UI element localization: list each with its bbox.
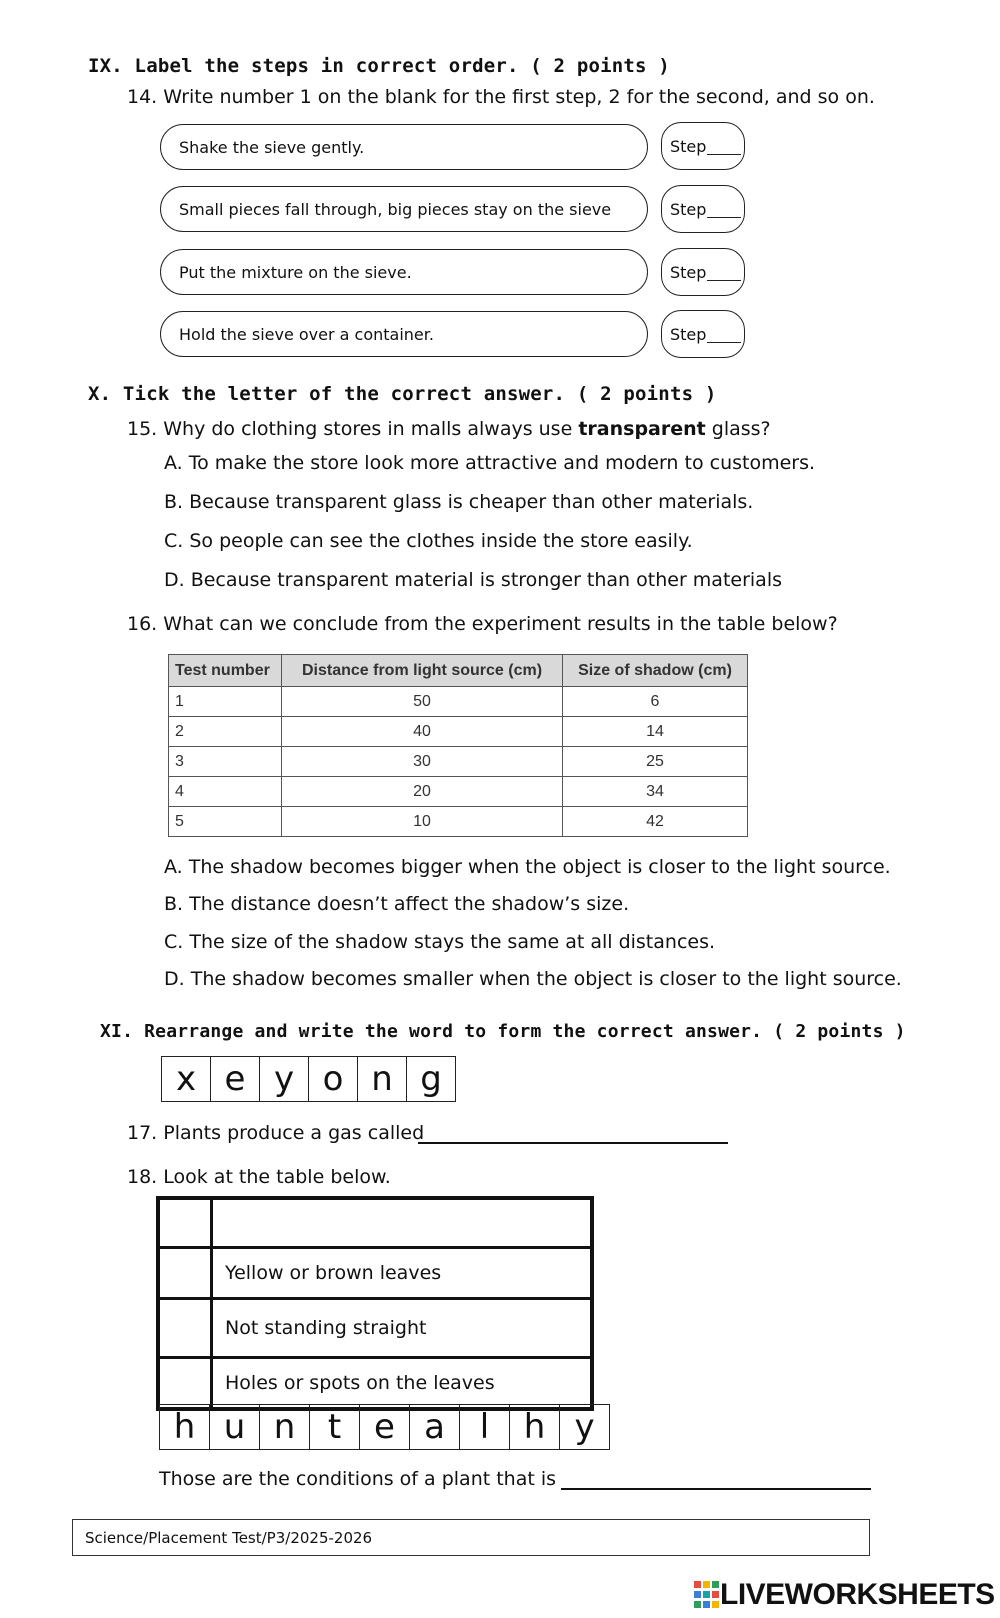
table-row <box>160 1200 590 1249</box>
question-15-prefix: 15. Why do clothing stores in malls always use <box>127 418 579 440</box>
table-row <box>169 687 748 717</box>
checkbox-cell <box>160 1200 213 1246</box>
letter-tile: l <box>460 1405 510 1449</box>
condition-text <box>213 1200 590 1246</box>
q15-option-d[interactable]: D. Because transparent material is stronger than other materials <box>164 569 783 591</box>
cell-shadow: 14 <box>563 717 748 747</box>
letter-tile: n <box>260 1405 310 1449</box>
cell-test: 3 <box>169 747 282 777</box>
cell-distance: 40 <box>282 717 563 747</box>
header-shadow-size: Size of shadow (cm) <box>563 655 748 687</box>
letter-tile: t <box>310 1405 360 1449</box>
cell-distance: 30 <box>282 747 563 777</box>
table-row <box>169 807 748 837</box>
condition-text: Not standing straight <box>225 1317 427 1339</box>
step-card-2: Small pieces fall through, big pieces stay on the sieve <box>160 186 648 232</box>
checkbox-cell <box>160 1359 213 1407</box>
letter-tile: a <box>410 1405 460 1449</box>
cell-distance: 10 <box>282 807 563 837</box>
step-3-input[interactable] <box>707 263 741 281</box>
table-row <box>169 777 748 807</box>
step-box-4 <box>661 310 745 358</box>
header-distance: Distance from light source (cm) <box>282 655 563 687</box>
cell-test: 5 <box>169 807 282 837</box>
table-row <box>169 747 748 777</box>
table-row <box>160 1359 590 1407</box>
step-label: Step <box>670 199 707 219</box>
liveworksheets-logo[interactable] <box>694 1578 995 1612</box>
step-2-input[interactable] <box>707 200 741 218</box>
q16-option-d[interactable]: D. The shadow becomes smaller when the object is closer to the light source. <box>164 968 902 990</box>
condition-text: Holes or spots on the leaves <box>225 1372 495 1394</box>
letter-tile: o <box>309 1057 358 1101</box>
table-row <box>160 1300 590 1359</box>
letter-tile: h <box>510 1405 560 1449</box>
condition-text: Yellow or brown leaves <box>225 1262 442 1284</box>
q16-option-c[interactable]: C. The size of the shadow stays the same at all distances. <box>164 931 716 953</box>
conditions-table <box>156 1196 594 1411</box>
section-10-title: X. Tick the letter of the correct answer. ( 2 points ) <box>88 383 717 405</box>
question-18: 18. Look at the table below. <box>127 1166 391 1188</box>
q17-answer-line <box>418 1142 728 1144</box>
checkbox-cell <box>160 1300 213 1356</box>
step-label: Step <box>670 136 707 156</box>
q18-answer-line <box>561 1488 871 1490</box>
question-17: 17. Plants produce a gas called <box>127 1122 425 1144</box>
brand-name: LIVEWORKSHEETS <box>720 1578 995 1611</box>
cell-shadow: 25 <box>563 747 748 777</box>
cell-shadow: 42 <box>563 807 748 837</box>
section-9-title: IX. Label the steps in correct order. ( 2 points ) <box>88 55 670 77</box>
cell-test: 2 <box>169 717 282 747</box>
question-15-bold-word: transparent <box>578 418 706 440</box>
q16-option-a[interactable]: A. The shadow becomes bigger when the object is closer to the light source. <box>164 856 891 878</box>
step-card-3: Put the mixture on the sieve. <box>160 249 648 295</box>
letter-tile: h <box>160 1405 210 1449</box>
header-test-number: Test number <box>169 655 282 687</box>
section-11-title: XI. Rearrange and write the word to form the correct answer. ( 2 points ) <box>100 1021 906 1042</box>
step-card-4: Hold the sieve over a container. <box>160 311 648 357</box>
letter-tile: y <box>260 1057 309 1101</box>
letter-tile: g <box>420 1059 442 1099</box>
scrambled-letters-2 <box>159 1404 610 1450</box>
letter-tile: u <box>210 1405 260 1449</box>
q15-option-a[interactable]: A. To make the store look more attractive and modern to customers. <box>164 452 816 474</box>
step-4-input[interactable] <box>707 325 741 343</box>
table-header-row <box>169 655 748 687</box>
letter-tile: n <box>358 1057 407 1101</box>
step-card-1: Shake the sieve gently. <box>160 124 648 170</box>
step-1-input[interactable] <box>707 137 741 155</box>
question-15 <box>127 418 771 440</box>
footer-box: Science/Placement Test/P3/2025-2026 <box>72 1519 870 1556</box>
experiment-table <box>168 654 748 837</box>
letter-tile: x <box>162 1057 211 1101</box>
step-label: Step <box>670 262 707 282</box>
question-18-sentence: Those are the conditions of a plant that is <box>159 1468 557 1490</box>
question-14: 14. Write number 1 on the blank for the first step, 2 for the second, and so on. <box>127 86 875 108</box>
cell-test: 1 <box>169 687 282 717</box>
checkbox-cell <box>160 1249 213 1297</box>
cell-shadow: 6 <box>563 687 748 717</box>
step-box-1 <box>661 122 745 170</box>
q15-option-c[interactable]: C. So people can see the clothes inside the store easily. <box>164 530 693 552</box>
q15-option-b[interactable]: B. Because transparent glass is cheaper than other materials. <box>164 491 754 513</box>
cell-distance: 20 <box>282 777 563 807</box>
step-box-3 <box>661 248 745 296</box>
question-15-suffix: glass? <box>705 418 771 440</box>
cell-shadow: 34 <box>563 777 748 807</box>
scrambled-letters-1 <box>161 1056 456 1102</box>
table-row <box>169 717 748 747</box>
liveworksheets-icon <box>694 1581 720 1609</box>
cell-distance: 50 <box>282 687 563 717</box>
letter-tile: e <box>360 1405 410 1449</box>
letter-tile: y <box>574 1407 595 1447</box>
step-label: Step <box>670 324 707 344</box>
step-box-2 <box>661 185 745 233</box>
question-16: 16. What can we conclude from the experiment results in the table below? <box>127 613 838 635</box>
table-row <box>160 1249 590 1300</box>
letter-tile: e <box>211 1057 260 1101</box>
cell-test: 4 <box>169 777 282 807</box>
q16-option-b[interactable]: B. The distance doesn’t affect the shadow’s size. <box>164 893 630 915</box>
